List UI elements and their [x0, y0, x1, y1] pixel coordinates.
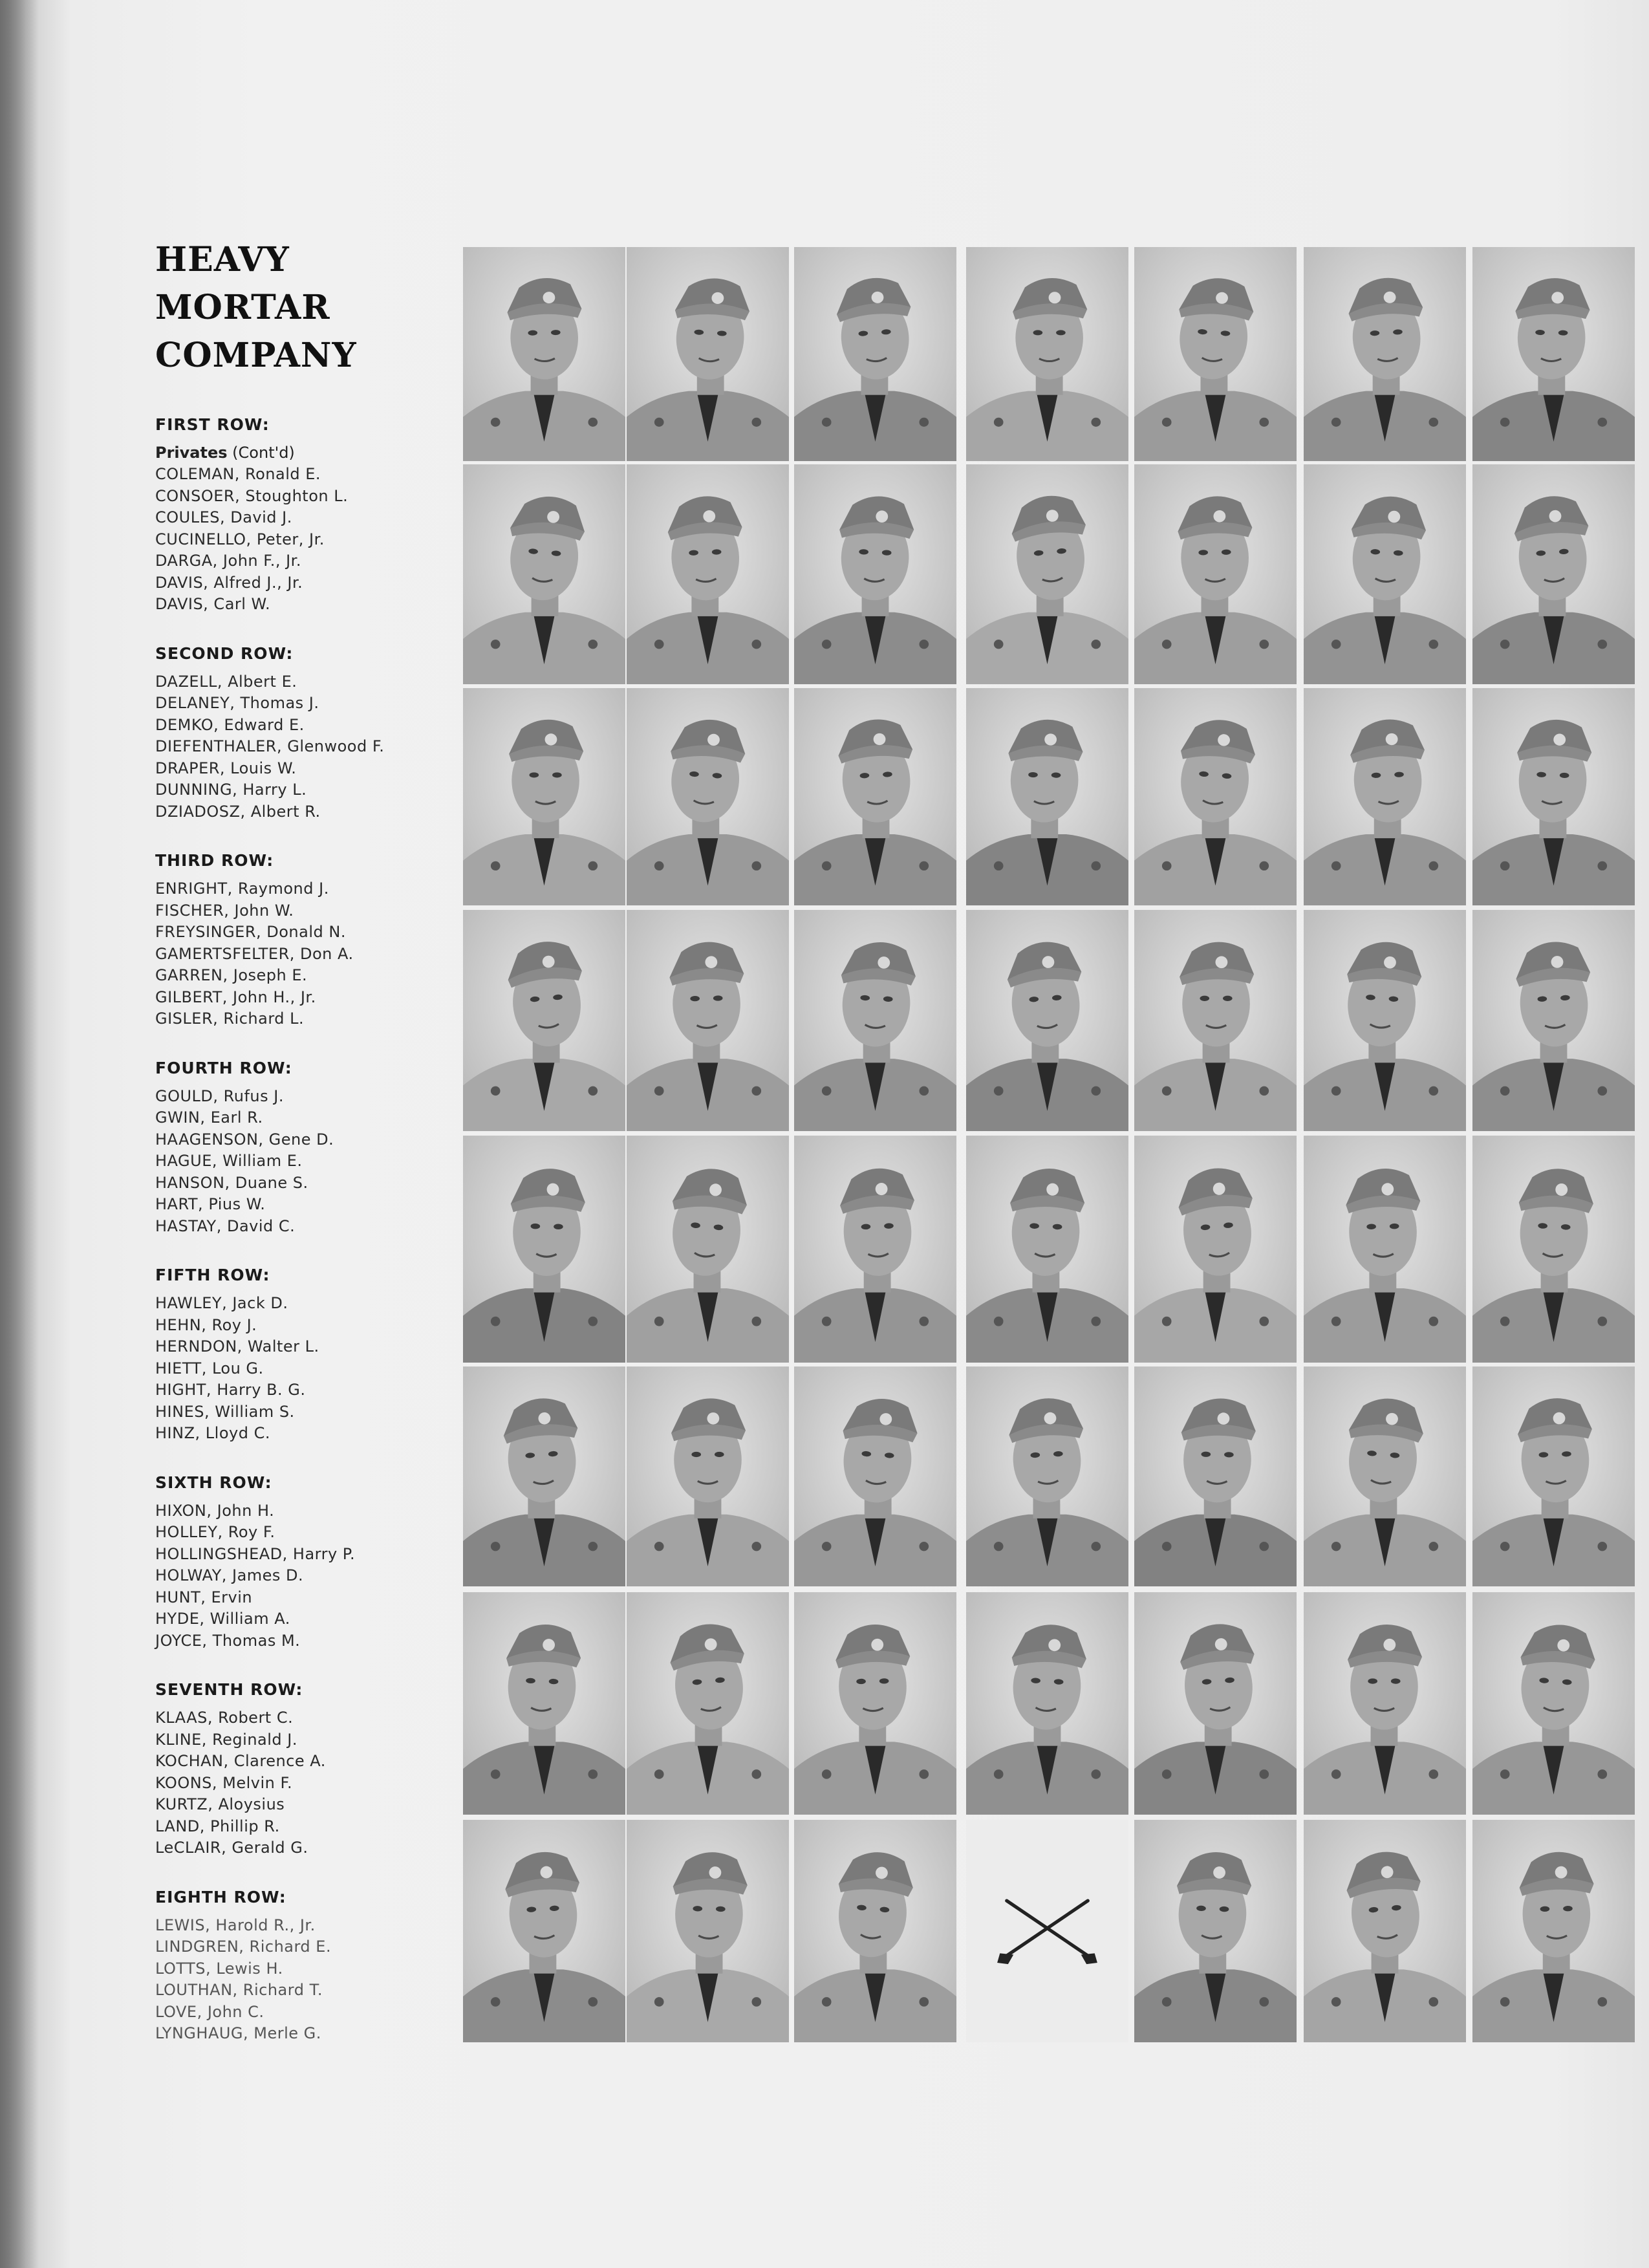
roster-name: HYDE, William A. [155, 1610, 290, 1628]
roster-name: GILBERT, John H., Jr. [155, 988, 316, 1006]
roster-section [155, 1057, 459, 1238]
roster-name: HERNDON, Walter L. [155, 1337, 319, 1355]
title-line: MORTAR [155, 288, 330, 327]
row-heading: THIRD ROW: [155, 851, 274, 870]
soldier-portrait [966, 464, 1128, 684]
roster-name: KURTZ, Aloysius [155, 1795, 285, 1813]
roster-section [155, 1472, 459, 1652]
soldier-portrait [627, 464, 789, 684]
soldier-portrait [1472, 247, 1635, 461]
roster-name: DRAPER, Louis W. [155, 759, 297, 777]
roster-name: GOULD, Rufus J. [155, 1086, 284, 1105]
soldier-portrait [966, 1592, 1128, 1815]
roster-name: DELANEY, Thomas J. [155, 694, 319, 712]
soldier-portrait [1134, 1592, 1297, 1815]
roster-name: LAND, Phillip R. [155, 1817, 280, 1835]
roster-section [155, 850, 459, 1030]
soldier-portrait [463, 688, 625, 905]
soldier-portrait [1304, 688, 1466, 905]
roster-name: HART, Pius W. [155, 1195, 266, 1213]
roster-name: LOVE, John C. [155, 2002, 264, 2021]
roster-name: JOYCE, Thomas M. [155, 1631, 301, 1650]
soldier-portrait [794, 688, 956, 905]
soldier-portrait [1472, 1820, 1635, 2042]
soldier-portrait [1134, 1136, 1297, 1363]
row-heading: SECOND ROW: [155, 643, 294, 663]
soldier-portrait [627, 1366, 789, 1586]
soldier-portrait [1134, 910, 1297, 1131]
rank-subheading [155, 442, 459, 464]
row-heading: FIFTH ROW: [155, 1266, 270, 1284]
soldier-portrait [463, 910, 625, 1131]
roster-name: KOCHAN, Clarence A. [155, 1752, 326, 1770]
roster-name: COLEMAN, Ronald E. [155, 465, 321, 483]
row-heading: SEVENTH ROW: [155, 1680, 303, 1699]
soldier-portrait [627, 688, 789, 905]
name-roster [155, 414, 459, 2072]
roster-section [155, 643, 459, 823]
roster-name: HOLLINGSHEAD, Harry P. [155, 1544, 356, 1563]
soldier-portrait [794, 464, 956, 684]
soldier-portrait [966, 1366, 1128, 1586]
roster-name: COULES, David J. [155, 508, 292, 526]
title-line: HEAVY [155, 240, 290, 279]
binding-shadow [0, 0, 39, 2268]
soldier-portrait [627, 1820, 789, 2042]
soldier-portrait [966, 910, 1128, 1131]
soldier-portrait [1304, 1366, 1466, 1586]
roster-name: CUCINELLO, Peter, Jr. [155, 530, 325, 548]
soldier-portrait [966, 688, 1128, 905]
soldier-portrait [794, 247, 956, 461]
soldier-portrait [1134, 688, 1297, 905]
soldier-portrait [794, 910, 956, 1131]
soldier-portrait [627, 247, 789, 461]
roster-section [155, 414, 459, 616]
soldier-portrait [1134, 247, 1297, 461]
roster-name: HINES, William S. [155, 1402, 295, 1421]
soldier-portrait [1472, 1592, 1635, 1815]
roster-name: HINZ, Lloyd C. [155, 1424, 270, 1442]
soldier-portrait [1472, 688, 1635, 905]
soldier-portrait [627, 1136, 789, 1363]
soldier-portrait [1304, 1820, 1466, 2042]
roster-name: HAGUE, William E. [155, 1152, 303, 1170]
continued-note: (Cont'd) [232, 444, 295, 462]
roster-name: DAVIS, Carl W. [155, 595, 271, 613]
roster-name: LINDGREN, Richard E. [155, 1938, 332, 1956]
roster-name: GWIN, Earl R. [155, 1108, 263, 1127]
rank-label: Privates [155, 444, 228, 462]
roster-name: DIEFENTHALER, Glenwood F. [155, 737, 385, 755]
soldier-portrait [463, 464, 625, 684]
soldier-portrait [794, 1366, 956, 1586]
row-heading: SIXTH ROW: [155, 1473, 272, 1492]
roster-name: LeCLAIR, Gerald G. [155, 1839, 308, 1857]
roster-name: LOTTS, Lewis H. [155, 1959, 283, 1978]
roster-name: DEMKO, Edward E. [155, 715, 305, 734]
roster-name: HIETT, Lou G. [155, 1359, 264, 1377]
roster-name: KOONS, Melvin F. [155, 1773, 293, 1792]
roster-name: CONSOER, Stoughton L. [155, 486, 349, 505]
soldier-portrait [463, 247, 625, 461]
soldier-portrait [794, 1820, 956, 2042]
roster-name: DZIADOSZ, Albert R. [155, 802, 321, 821]
soldier-portrait [1304, 910, 1466, 1131]
roster-name: HAAGENSON, Gene D. [155, 1130, 334, 1149]
soldier-portrait [794, 1136, 956, 1363]
roster-section [155, 1679, 459, 1859]
roster-section [155, 1886, 459, 2045]
roster-name: GARREN, Joseph E. [155, 966, 308, 984]
roster-name: HEHN, Roy J. [155, 1315, 257, 1334]
soldier-portrait [966, 1136, 1128, 1363]
crossed-rifles-icon [966, 1820, 1128, 2042]
roster-name: HANSON, Duane S. [155, 1173, 308, 1192]
roster-name: FISCHER, John W. [155, 901, 294, 920]
roster-name: KLAAS, Robert C. [155, 1709, 294, 1727]
portrait-grid [463, 247, 1630, 2047]
soldier-portrait [627, 910, 789, 1131]
soldier-portrait [1472, 1136, 1635, 1363]
roster-name: HOLWAY, James D. [155, 1566, 304, 1584]
soldier-portrait [1304, 1592, 1466, 1815]
soldier-portrait [463, 1136, 625, 1363]
soldier-portrait [1304, 1136, 1466, 1363]
soldier-portrait [794, 1592, 956, 1815]
soldier-portrait [1472, 1366, 1635, 1586]
roster-name: DAVIS, Alfred J., Jr. [155, 573, 303, 592]
roster-name: FREYSINGER, Donald N. [155, 923, 346, 941]
roster-name: DUNNING, Harry L. [155, 781, 307, 799]
roster-name: GISLER, Richard L. [155, 1010, 305, 1028]
roster-name: HIGHT, Harry B. G. [155, 1381, 306, 1399]
soldier-portrait [463, 1592, 625, 1815]
roster-name: HIXON, John H. [155, 1501, 275, 1520]
soldier-portrait [1472, 464, 1635, 684]
roster-name: HOLLEY, Roy F. [155, 1523, 275, 1541]
soldier-portrait [1304, 464, 1466, 684]
roster-section [155, 1264, 459, 1445]
row-heading: FOURTH ROW: [155, 1058, 292, 1077]
row-heading: FIRST ROW: [155, 415, 270, 434]
roster-name: ENRIGHT, Raymond J. [155, 880, 329, 898]
soldier-portrait [966, 247, 1128, 461]
soldier-portrait [1134, 1366, 1297, 1586]
roster-name: DAZELL, Albert E. [155, 672, 297, 691]
roster-name: HAWLEY, Jack D. [155, 1294, 288, 1312]
title-line: COMPANY [155, 336, 357, 375]
roster-name: HUNT, Ervin [155, 1588, 253, 1606]
row-heading: EIGHTH ROW: [155, 1887, 286, 1906]
roster-name: GAMERTSFELTER, Don A. [155, 944, 354, 963]
roster-name: LYNGHAUG, Merle G. [155, 2024, 321, 2042]
soldier-portrait [1304, 247, 1466, 461]
roster-name: LEWIS, Harold R., Jr. [155, 1916, 316, 1934]
soldier-portrait [1134, 464, 1297, 684]
soldier-portrait [463, 1820, 625, 2042]
soldier-portrait [1472, 910, 1635, 1131]
soldier-portrait [627, 1592, 789, 1815]
roster-name: HASTAY, David C. [155, 1216, 296, 1235]
roster-name: KLINE, Reginald J. [155, 1730, 297, 1749]
soldier-portrait [1134, 1820, 1297, 2042]
roster-name: LOUTHAN, Richard T. [155, 1981, 323, 1999]
soldier-portrait [463, 1366, 625, 1586]
roster-name: DARGA, John F., Jr. [155, 552, 301, 570]
page-title [155, 236, 453, 380]
